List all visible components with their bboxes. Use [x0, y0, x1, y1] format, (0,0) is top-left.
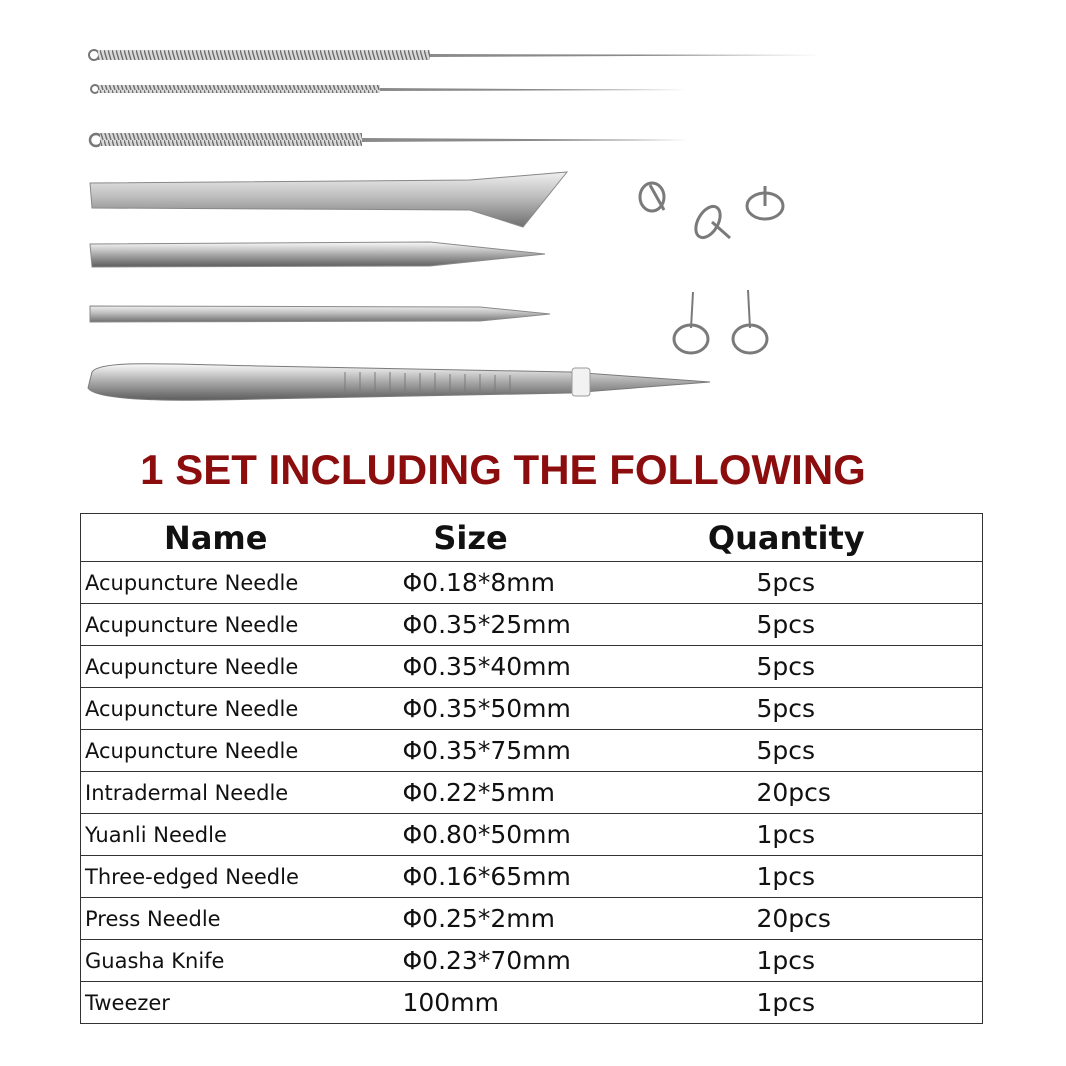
item-name: Yuanli Needle — [81, 814, 351, 856]
item-size: Φ0.35*50mm — [351, 688, 591, 730]
header-size: Size — [351, 514, 591, 562]
item-name: Acupuncture Needle — [81, 688, 351, 730]
item-size: Φ0.18*8mm — [351, 562, 591, 604]
header-name: Name — [81, 514, 351, 562]
press-needle-image — [640, 183, 783, 242]
item-size: Φ0.35*75mm — [351, 730, 591, 772]
item-name: Acupuncture Needle — [81, 604, 351, 646]
yuanli-needle-image — [90, 306, 550, 322]
table-header-row — [81, 514, 983, 562]
item-size: Φ0.22*5mm — [351, 772, 591, 814]
intradermal-needle-image — [674, 290, 767, 353]
item-size: Φ0.35*25mm — [351, 604, 591, 646]
item-size: Φ0.16*65mm — [351, 856, 591, 898]
acupuncture-needle-long-image — [89, 50, 822, 60]
item-size: 100mm — [351, 982, 591, 1024]
item-name: Acupuncture Needle — [81, 646, 351, 688]
guasha-knife-image — [90, 172, 567, 227]
item-quantity: 5pcs — [591, 688, 983, 730]
header-quantity: Quantity — [591, 514, 983, 562]
table-row — [81, 730, 983, 772]
item-name: Press Needle — [81, 898, 351, 940]
item-size: Φ0.25*2mm — [351, 898, 591, 940]
item-quantity: 5pcs — [591, 604, 983, 646]
item-name: Three-edged Needle — [81, 856, 351, 898]
table-row — [81, 856, 983, 898]
item-size: Φ0.80*50mm — [351, 814, 591, 856]
item-quantity: 20pcs — [591, 898, 983, 940]
item-quantity: 1pcs — [591, 856, 983, 898]
table-row — [81, 898, 983, 940]
table-row — [81, 562, 983, 604]
item-quantity: 5pcs — [591, 646, 983, 688]
item-name: Acupuncture Needle — [81, 730, 351, 772]
acupuncture-needle-thick-image — [90, 133, 688, 146]
item-quantity: 1pcs — [591, 814, 983, 856]
table-row — [81, 982, 983, 1024]
contents-table — [80, 513, 983, 1024]
table-row — [81, 772, 983, 814]
table-row — [81, 688, 983, 730]
table-row — [81, 814, 983, 856]
item-quantity: 5pcs — [591, 730, 983, 772]
item-name: Acupuncture Needle — [81, 562, 351, 604]
item-quantity: 20pcs — [591, 772, 983, 814]
item-quantity: 1pcs — [591, 982, 983, 1024]
item-name: Intradermal Needle — [81, 772, 351, 814]
item-name: Guasha Knife — [81, 940, 351, 982]
table-row — [81, 940, 983, 982]
product-photo — [0, 0, 1066, 420]
item-size: Φ0.35*40mm — [351, 646, 591, 688]
item-size: Φ0.23*70mm — [351, 940, 591, 982]
section-heading: 1 SET INCLUDING THE FOLLOWING — [140, 446, 866, 493]
table-row — [81, 646, 983, 688]
item-quantity: 5pcs — [591, 562, 983, 604]
table-row — [81, 604, 983, 646]
three-edged-needle-image — [90, 242, 545, 267]
tweezer-image — [88, 364, 710, 401]
item-name: Tweezer — [81, 982, 351, 1024]
acupuncture-needle-medium-image — [91, 85, 688, 93]
item-quantity: 1pcs — [591, 940, 983, 982]
